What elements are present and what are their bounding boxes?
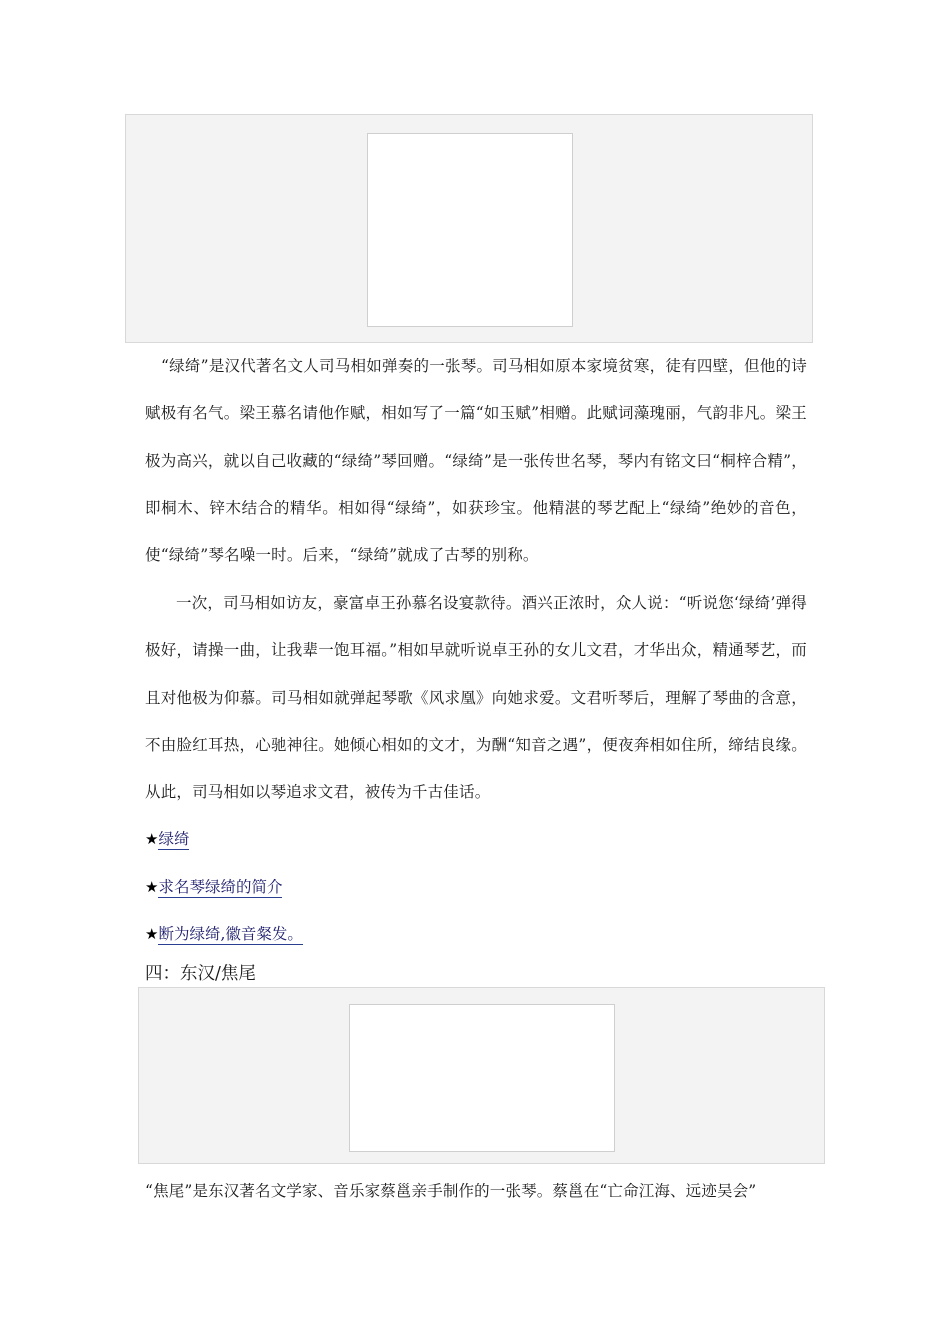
link-lvqi-poem[interactable]: 断为绿绮,徽音粲发。 bbox=[158, 925, 303, 943]
star-icon: ★ bbox=[145, 925, 159, 943]
related-link-item bbox=[145, 876, 282, 898]
star-icon: ★ bbox=[145, 830, 159, 848]
star-icon: ★ bbox=[145, 878, 159, 896]
paragraph-lvqi-story: 一次，司马相如访友，豪富卓王孙慕名设宴款待。酒兴正浓时，众人说：“听说您‘绿绮’弹得极好，请操一曲，让我辈一饱耳福。”相如早就听说卓王孙的女儿文君，才华出众，精通琴艺，而且对他极为仰慕。司马相如就弹起琴歌《风求凰》向她求爱。文君听琴后，理解了琴曲的含意，不由脸红耳热，心驰神往。她倾心相如的文才，为酬“知音之遇”，便夜奔相如住所，缔结良缘。从此，司马相如以琴追求文君，被传为千古佳话。 bbox=[145, 594, 807, 802]
related-link-item bbox=[145, 923, 303, 945]
figure-placeholder-lvqi bbox=[125, 114, 813, 343]
related-link-item bbox=[145, 828, 189, 850]
paragraph-jiaowei-intro: “焦尾”是东汉著名文学家、音乐家蔡邕亲手制作的一张琴。蔡邕在“亡命江海、远迹吴会” bbox=[145, 1182, 757, 1200]
paragraph-lvqi-intro: “绿绮”是汉代著名文人司马相如弹奏的一张琴。司马相如原本家境贫寒，徒有四壁，但他的诗赋极有名气。梁王慕名请他作赋，相如写了一篇“如玉赋”相赠。此赋词藻瑰丽，气韵非凡。梁王极为高兴，就以自己收藏的“绿绮”琴回赠。“绿绮”是一张传世名琴，琴内有铭文曰“桐梓合精”，即桐木、锌木结合的精华。相如得“绿绮”，如获珍宝。他精湛的琴艺配上“绿绮”绝妙的音色，使“绿绮”琴名噪一时。后来，“绿绮”就成了古琴的别称。 bbox=[145, 357, 807, 565]
figure-placeholder-jiaowei bbox=[138, 987, 825, 1164]
link-lvqi-intro[interactable]: 求名琴绿绮的简介 bbox=[158, 878, 283, 896]
section-heading-jiaowei: 四：东汉/焦尾 bbox=[145, 964, 256, 984]
image-placeholder bbox=[349, 1004, 615, 1152]
image-placeholder bbox=[367, 133, 573, 327]
link-lvqi[interactable]: 绿绮 bbox=[158, 830, 190, 848]
